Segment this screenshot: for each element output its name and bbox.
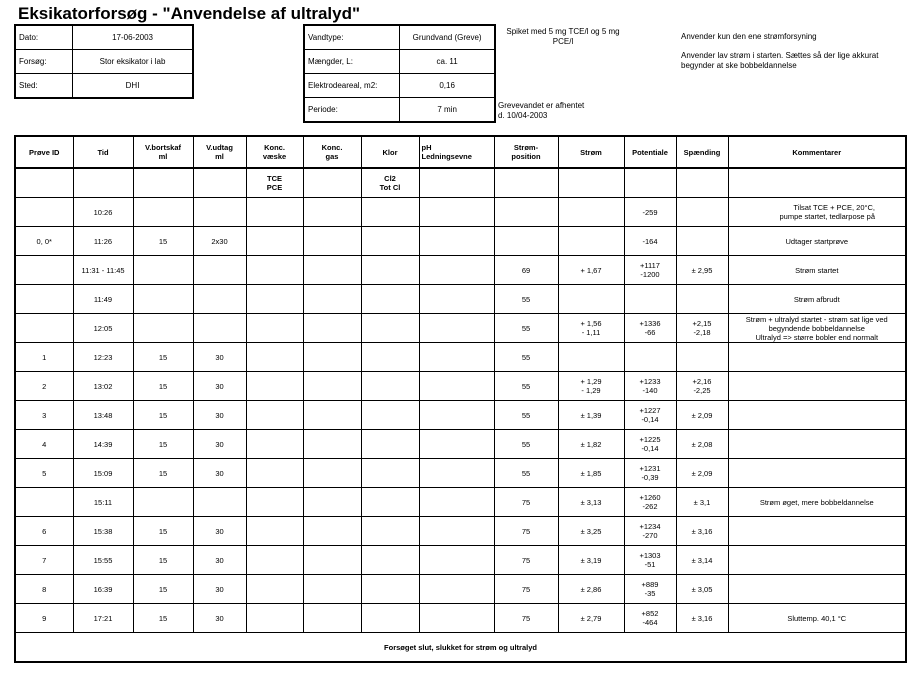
grevevand-note-line: d. 10/04-2003 xyxy=(498,111,548,120)
cell-v-bortskaf xyxy=(133,488,193,517)
col-prove-id: Prøve ID xyxy=(15,136,73,168)
cell-stroem-position: 55 xyxy=(494,430,558,459)
table-row xyxy=(15,604,906,633)
cell-stroem xyxy=(558,285,624,314)
cell-prove-id: 3 xyxy=(15,401,73,430)
cell-konc-gas xyxy=(303,459,361,488)
cell-klor xyxy=(361,459,419,488)
cell-ph xyxy=(419,285,494,314)
cell-stroem-position: 55 xyxy=(494,343,558,372)
measurement-table xyxy=(14,135,907,663)
cell-ph xyxy=(419,575,494,604)
cell-stroem: + 1,29 - 1,29 xyxy=(558,372,624,401)
cell-konc-gas xyxy=(303,517,361,546)
cell-stroem-position: 55 xyxy=(494,372,558,401)
table-row xyxy=(15,256,906,285)
col-v-udtag: V.udtag ml xyxy=(193,136,246,168)
cell-v-udtag: 30 xyxy=(193,575,246,604)
cell-ph xyxy=(419,343,494,372)
cell-konc-vaeske xyxy=(246,198,303,227)
cell-stroem-position: 75 xyxy=(494,575,558,604)
info-label: Forsøg: xyxy=(15,50,73,74)
cell-konc-gas xyxy=(303,430,361,459)
cell-konc-vaeske xyxy=(246,343,303,372)
cell-kommentar: Tilsat TCE + PCE, 20°C, pumpe startet, tedlarpose på xyxy=(728,198,906,227)
cell-stroem-position: 75 xyxy=(494,546,558,575)
cell-ph xyxy=(419,227,494,256)
cell-konc-vaeske xyxy=(246,488,303,517)
cell-v-bortskaf xyxy=(133,314,193,343)
cell-stroem xyxy=(558,198,624,227)
cell-v-bortskaf: 15 xyxy=(133,430,193,459)
cell-kommentar xyxy=(728,575,906,604)
table-row xyxy=(15,517,906,546)
table-row xyxy=(15,546,906,575)
cell-kommentar xyxy=(728,372,906,401)
cell-konc-vaeske xyxy=(246,372,303,401)
cell-tid: 15:38 xyxy=(73,517,133,546)
cell-konc-vaeske xyxy=(246,227,303,256)
table-row xyxy=(15,372,906,401)
cell-tid: 10:26 xyxy=(73,198,133,227)
cell-spaending: ± 2,09 xyxy=(676,459,728,488)
cell-tid: 11:31 - 11:45 xyxy=(73,256,133,285)
table-row xyxy=(15,227,906,256)
col-klor: Klor xyxy=(361,136,419,168)
info-label: Mængder, L: xyxy=(304,50,400,74)
cell-konc-gas xyxy=(303,343,361,372)
cell-konc-vaeske xyxy=(246,430,303,459)
cell-stroem-position: 75 xyxy=(494,604,558,633)
cell-kommentar: Udtager startprøve xyxy=(728,227,906,256)
cell-spaending xyxy=(676,198,728,227)
cell-konc-gas xyxy=(303,285,361,314)
cell-potentiale: +1233 -140 xyxy=(624,372,676,401)
cell-ph xyxy=(419,256,494,285)
cell-ph xyxy=(419,488,494,517)
cell-spaending: +2,16 -2,25 xyxy=(676,372,728,401)
cell-kommentar xyxy=(728,517,906,546)
cell-v-udtag: 30 xyxy=(193,517,246,546)
cell-ph xyxy=(419,198,494,227)
cell-v-udtag xyxy=(193,285,246,314)
cell-prove-id xyxy=(15,314,73,343)
cell-stroem: ± 3,13 xyxy=(558,488,624,517)
cell-ph xyxy=(419,604,494,633)
col-spaending: Spænding xyxy=(676,136,728,168)
cell-klor xyxy=(361,198,419,227)
cell-klor xyxy=(361,604,419,633)
table-row xyxy=(15,459,906,488)
cell-prove-id: 6 xyxy=(15,517,73,546)
cell-v-bortskaf: 15 xyxy=(133,401,193,430)
col-tid: Tid xyxy=(73,136,133,168)
cell-ph xyxy=(419,517,494,546)
cell-stroem-position: 55 xyxy=(494,285,558,314)
cell-prove-id: 2 xyxy=(15,372,73,401)
cell-potentiale: +1336 -66 xyxy=(624,314,676,343)
cell-konc-vaeske xyxy=(246,314,303,343)
cell-potentiale: +1231 -0,39 xyxy=(624,459,676,488)
cell-konc-gas xyxy=(303,256,361,285)
info-row xyxy=(304,50,495,74)
subheader-row xyxy=(15,168,906,198)
info-row xyxy=(15,25,193,50)
cell-stroem: ± 3,25 xyxy=(558,517,624,546)
cell-v-udtag xyxy=(193,314,246,343)
cell-konc-gas xyxy=(303,575,361,604)
col-stroem-position: Strøm- position xyxy=(494,136,558,168)
cell-kommentar xyxy=(728,546,906,575)
cell-klor xyxy=(361,256,419,285)
cell-potentiale: +1234 -270 xyxy=(624,517,676,546)
cell-spaending xyxy=(676,227,728,256)
col-kommentarer: Kommentarer xyxy=(728,136,906,168)
cell-stroem-position: 55 xyxy=(494,401,558,430)
cell-prove-id: 7 xyxy=(15,546,73,575)
info-value: DHI xyxy=(73,74,193,99)
cell-potentiale: +1225 -0,14 xyxy=(624,430,676,459)
cell-v-bortskaf: 15 xyxy=(133,227,193,256)
cell-tid: 12:23 xyxy=(73,343,133,372)
col-ph: pH Ledningsevne xyxy=(419,136,494,168)
cell-prove-id xyxy=(15,198,73,227)
spike-note-line: PCE/l xyxy=(552,37,574,46)
cell-klor xyxy=(361,343,419,372)
cell-spaending xyxy=(676,343,728,372)
cell-ph xyxy=(419,546,494,575)
cell-stroem xyxy=(558,227,624,256)
cell-prove-id: 1 xyxy=(15,343,73,372)
spike-note-line: Spiket med 5 mg TCE/l og 5 mg xyxy=(506,27,620,36)
info-value: Stor eksikator i lab xyxy=(73,50,193,74)
cell-spaending: +2,15 -2,18 xyxy=(676,314,728,343)
cell-potentiale: +852 -464 xyxy=(624,604,676,633)
cell-stroem-position: 75 xyxy=(494,488,558,517)
cell-klor xyxy=(361,488,419,517)
cell-klor xyxy=(361,575,419,604)
cell-tid: 15:09 xyxy=(73,459,133,488)
cell-spaending: ± 3,1 xyxy=(676,488,728,517)
cell-v-bortskaf: 15 xyxy=(133,343,193,372)
cell-stroem: ± 2,79 xyxy=(558,604,624,633)
cell-konc-gas xyxy=(303,314,361,343)
cell-ph xyxy=(419,314,494,343)
cell-v-udtag: 30 xyxy=(193,546,246,575)
cell-tid: 15:11 xyxy=(73,488,133,517)
cell-potentiale: +1117 -1200 xyxy=(624,256,676,285)
cell-potentiale: +889 -35 xyxy=(624,575,676,604)
info-label: Vandtype: xyxy=(304,25,400,50)
table-row xyxy=(15,488,906,517)
cell-tid: 15:55 xyxy=(73,546,133,575)
cell-konc-vaeske xyxy=(246,546,303,575)
table-row xyxy=(15,343,906,372)
cell-stroem: + 1,67 xyxy=(558,256,624,285)
cell-stroem-position: 69 xyxy=(494,256,558,285)
table-row xyxy=(15,314,906,343)
info-value: Grundvand (Greve) xyxy=(400,25,495,50)
cell-tid: 12:05 xyxy=(73,314,133,343)
power-note: Anvender kun den ene strømforsyning xyxy=(681,32,817,41)
table-row xyxy=(15,285,906,314)
cell-v-udtag xyxy=(193,488,246,517)
cell-potentiale xyxy=(624,285,676,314)
cell-stroem: + 1,56 - 1,11 xyxy=(558,314,624,343)
info-row xyxy=(304,98,495,123)
cell-kommentar: Sluttemp. 40,1 °C xyxy=(728,604,906,633)
cell-kommentar xyxy=(728,401,906,430)
cell-prove-id xyxy=(15,256,73,285)
cell-potentiale: +1260 -262 xyxy=(624,488,676,517)
cell-prove-id xyxy=(15,488,73,517)
cell-spaending: ± 2,09 xyxy=(676,401,728,430)
cell-v-bortskaf xyxy=(133,256,193,285)
cell-potentiale xyxy=(624,343,676,372)
subheader-klor: Cl2 Tot Cl xyxy=(361,168,419,198)
cell-v-udtag: 30 xyxy=(193,401,246,430)
cell-konc-vaeske xyxy=(246,285,303,314)
cell-klor xyxy=(361,372,419,401)
cell-tid: 11:49 xyxy=(73,285,133,314)
info-label: Sted: xyxy=(15,74,73,99)
cell-potentiale: -164 xyxy=(624,227,676,256)
cell-konc-gas xyxy=(303,227,361,256)
col-v-bortskaf: V.bortskaf ml xyxy=(133,136,193,168)
cell-konc-vaeske xyxy=(246,575,303,604)
table-row xyxy=(15,198,906,227)
cell-prove-id: 5 xyxy=(15,459,73,488)
cell-spaending: ± 3,16 xyxy=(676,517,728,546)
cell-klor xyxy=(361,546,419,575)
cell-konc-gas xyxy=(303,488,361,517)
info-label: Dato: xyxy=(15,25,73,50)
cell-konc-gas xyxy=(303,198,361,227)
cell-stroem-position: 75 xyxy=(494,517,558,546)
cell-v-udtag: 30 xyxy=(193,372,246,401)
info-table-left xyxy=(14,24,194,99)
cell-prove-id: 0, 0* xyxy=(15,227,73,256)
cell-prove-id: 9 xyxy=(15,604,73,633)
info-label: Periode: xyxy=(304,98,400,123)
cell-prove-id xyxy=(15,285,73,314)
info-label: Elektrodeareal, m2: xyxy=(304,74,400,98)
cell-v-udtag xyxy=(193,198,246,227)
cell-ph xyxy=(419,372,494,401)
cell-kommentar: Strøm øget, mere bobbeldannelse xyxy=(728,488,906,517)
subheader-konc-vaeske: TCE PCE xyxy=(246,168,303,198)
info-value: 7 min xyxy=(400,98,495,123)
cell-potentiale: +1227 -0,14 xyxy=(624,401,676,430)
current-note-line: Anvender lav strøm i starten. Sættes så der lige akkurat xyxy=(681,51,879,60)
page-title: Eksikatorforsøg - "Anvendelse af ultralyd" xyxy=(18,4,361,23)
info-value: ca. 11 xyxy=(400,50,495,74)
header-row xyxy=(15,136,906,168)
cell-konc-gas xyxy=(303,604,361,633)
cell-klor xyxy=(361,517,419,546)
cell-ph xyxy=(419,430,494,459)
cell-stroem: ± 2,86 xyxy=(558,575,624,604)
cell-stroem-position xyxy=(494,227,558,256)
cell-v-bortskaf xyxy=(133,285,193,314)
cell-stroem: ± 1,39 xyxy=(558,401,624,430)
col-stroem: Strøm xyxy=(558,136,624,168)
cell-stroem: ± 1,82 xyxy=(558,430,624,459)
spike-note xyxy=(503,27,623,47)
cell-stroem: ± 3,19 xyxy=(558,546,624,575)
cell-kommentar: Strøm + ultralyd startet - strøm sat lige ved begyndende bobbeldannelse Ultralyd => større bobler end normalt xyxy=(728,314,906,343)
cell-v-bortskaf: 15 xyxy=(133,459,193,488)
table-row xyxy=(15,575,906,604)
cell-kommentar xyxy=(728,343,906,372)
cell-v-bortskaf xyxy=(133,198,193,227)
cell-tid: 13:48 xyxy=(73,401,133,430)
cell-ph xyxy=(419,401,494,430)
info-table-right xyxy=(303,24,496,123)
cell-klor xyxy=(361,430,419,459)
cell-konc-vaeske xyxy=(246,459,303,488)
current-note xyxy=(681,51,878,71)
info-row xyxy=(15,50,193,74)
cell-stroem-position xyxy=(494,198,558,227)
col-konc-vaeske: Konc. væske xyxy=(246,136,303,168)
cell-potentiale: +1303 -51 xyxy=(624,546,676,575)
footer-text: Forsøget slut, slukket for strøm og ultralyd xyxy=(15,633,906,663)
cell-v-udtag: 30 xyxy=(193,343,246,372)
cell-konc-vaeske xyxy=(246,401,303,430)
cell-v-bortskaf: 15 xyxy=(133,546,193,575)
footer-row xyxy=(15,633,906,663)
cell-konc-gas xyxy=(303,372,361,401)
cell-v-udtag: 30 xyxy=(193,459,246,488)
cell-v-udtag: 30 xyxy=(193,604,246,633)
cell-spaending: ± 2,08 xyxy=(676,430,728,459)
cell-stroem-position: 55 xyxy=(494,459,558,488)
cell-tid: 17:21 xyxy=(73,604,133,633)
col-konc-gas: Konc. gas xyxy=(303,136,361,168)
cell-stroem: ± 1,85 xyxy=(558,459,624,488)
cell-v-bortskaf: 15 xyxy=(133,575,193,604)
cell-spaending: ± 3,16 xyxy=(676,604,728,633)
cell-v-udtag xyxy=(193,256,246,285)
cell-spaending: ± 3,05 xyxy=(676,575,728,604)
cell-konc-gas xyxy=(303,546,361,575)
cell-kommentar xyxy=(728,430,906,459)
grevevand-note xyxy=(498,101,584,121)
cell-konc-vaeske xyxy=(246,517,303,546)
cell-potentiale: -259 xyxy=(624,198,676,227)
cell-kommentar: Strøm startet xyxy=(728,256,906,285)
cell-konc-vaeske xyxy=(246,256,303,285)
current-note-line: begynder at ske bobbeldannelse xyxy=(681,61,797,70)
cell-v-udtag: 30 xyxy=(193,430,246,459)
cell-v-bortskaf: 15 xyxy=(133,372,193,401)
cell-kommentar: Strøm afbrudt xyxy=(728,285,906,314)
col-potentiale: Potentiale xyxy=(624,136,676,168)
cell-klor xyxy=(361,314,419,343)
cell-spaending: ± 3,14 xyxy=(676,546,728,575)
grevevand-note-line: Grevevandet er afhentet xyxy=(498,101,585,110)
info-row xyxy=(15,74,193,99)
info-row xyxy=(304,25,495,50)
cell-klor xyxy=(361,227,419,256)
cell-v-udtag: 2x30 xyxy=(193,227,246,256)
cell-stroem-position: 55 xyxy=(494,314,558,343)
cell-tid: 13:02 xyxy=(73,372,133,401)
cell-spaending: ± 2,95 xyxy=(676,256,728,285)
cell-v-bortskaf: 15 xyxy=(133,517,193,546)
cell-ph xyxy=(419,459,494,488)
cell-spaending xyxy=(676,285,728,314)
cell-tid: 11:26 xyxy=(73,227,133,256)
info-row xyxy=(304,74,495,98)
cell-stroem xyxy=(558,343,624,372)
cell-v-bortskaf: 15 xyxy=(133,604,193,633)
cell-klor xyxy=(361,401,419,430)
cell-konc-vaeske xyxy=(246,604,303,633)
cell-tid: 16:39 xyxy=(73,575,133,604)
cell-konc-gas xyxy=(303,401,361,430)
cell-prove-id: 8 xyxy=(15,575,73,604)
cell-klor xyxy=(361,285,419,314)
cell-prove-id: 4 xyxy=(15,430,73,459)
table-row xyxy=(15,401,906,430)
cell-tid: 14:39 xyxy=(73,430,133,459)
info-value: 0,16 xyxy=(400,74,495,98)
cell-kommentar xyxy=(728,459,906,488)
table-row xyxy=(15,430,906,459)
info-value: 17-06-2003 xyxy=(73,25,193,50)
